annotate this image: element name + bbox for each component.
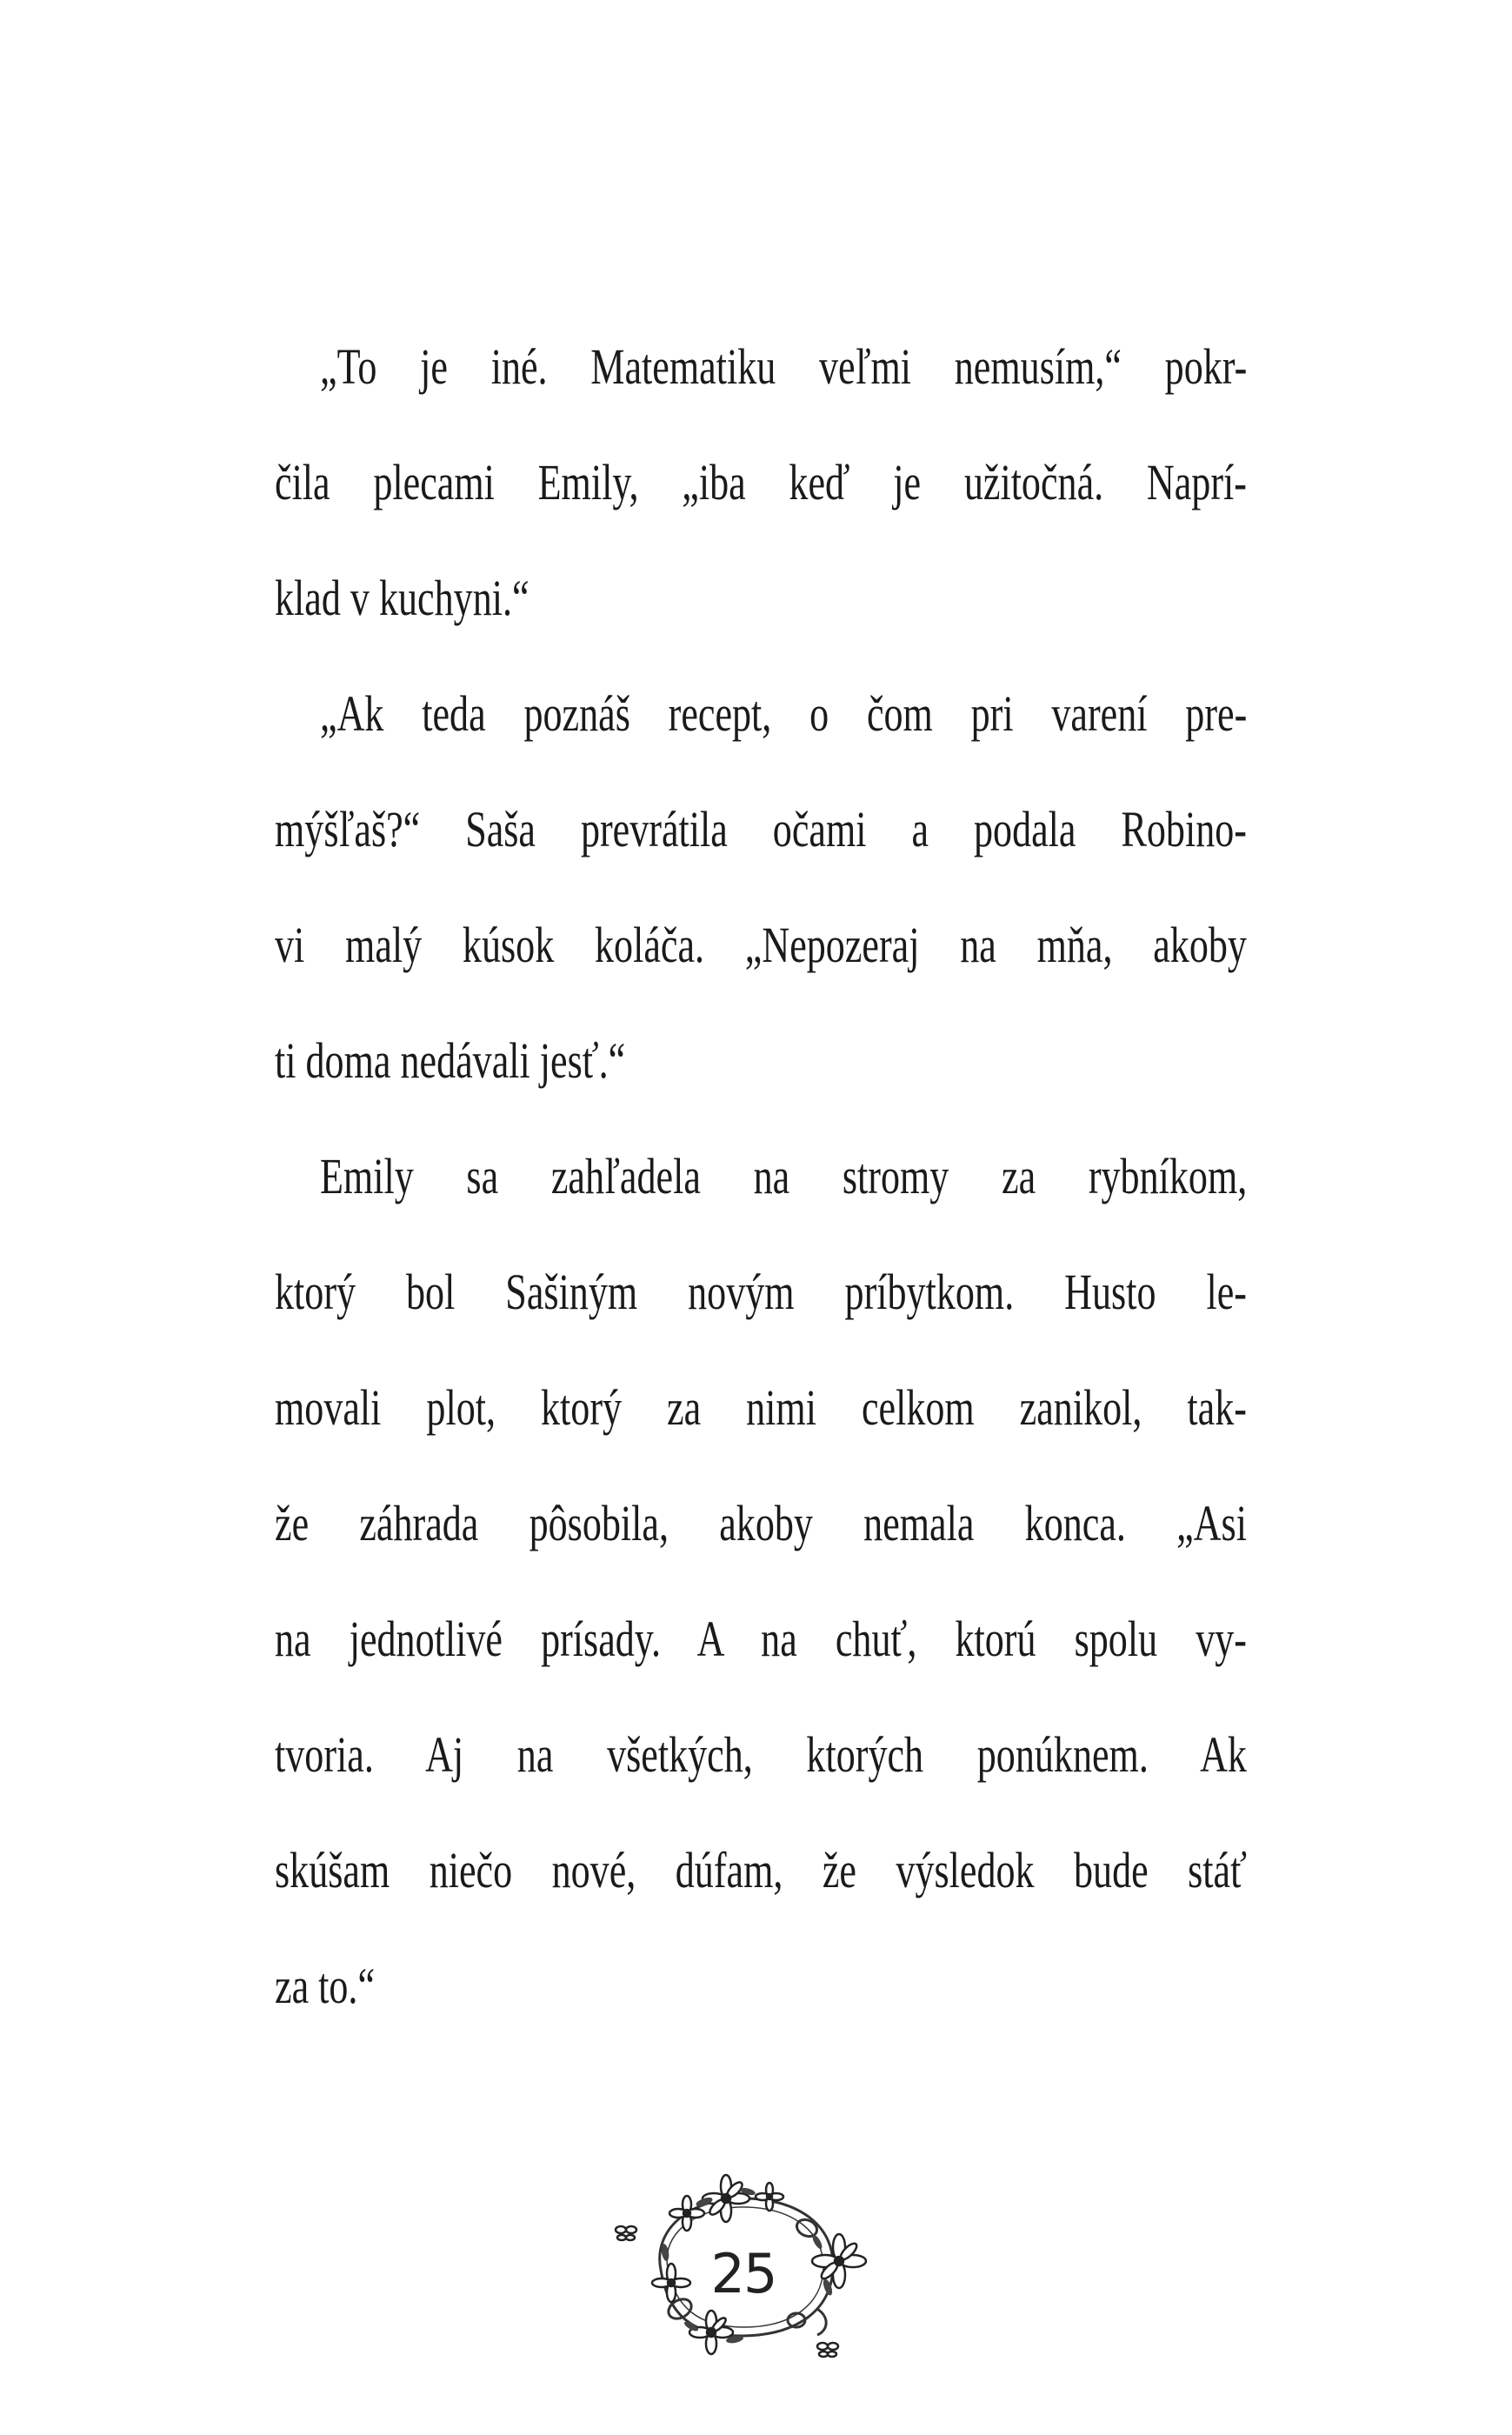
page-number: 25: [710, 2242, 776, 2305]
text-line: movali plot, ktorý za nimi celkom zanikol, tak-: [275, 1379, 1247, 1436]
text-line: skúšam niečo nové, dúfam, že výsledok bude stáť: [275, 1842, 1247, 1898]
text-line: Emily sa zahľadela na stromy za rybníkom,: [320, 1148, 1248, 1204]
text-line: ktorý bol Sašiným novým príbytkom. Husto le-: [275, 1264, 1247, 1320]
text-line: za to.“: [275, 1958, 376, 2014]
text-line: vi malý kúsok koláča. „Nepozeraj na mňa, akoby: [275, 917, 1247, 973]
text-line: „To je iné. Matematiku veľmi nemusím,“ pokr-: [320, 338, 1248, 395]
text-line: mýšľaš?“ Saša prevrátila očami a podala Robino-: [275, 801, 1247, 857]
text-line: že záhrada pôsobila, akoby nemala konca. „Asi: [275, 1495, 1247, 1551]
text-line: čila plecami Emily, „iba keď je užitočná. Naprí-: [275, 454, 1247, 510]
text-line: „Ak teda poznáš recept, o čom pri varení pre-: [320, 685, 1248, 742]
text-line: klad v kuchyni.“: [275, 570, 530, 626]
text-line: tvoria. Aj na všetkých, ktorých ponúknem. Ak: [275, 1726, 1247, 1783]
text-line: na jednotlivé prísady. A na chuť, ktorú spolu vy-: [275, 1611, 1247, 1667]
text-line: ti doma nedávali jesť.“: [275, 1032, 626, 1089]
